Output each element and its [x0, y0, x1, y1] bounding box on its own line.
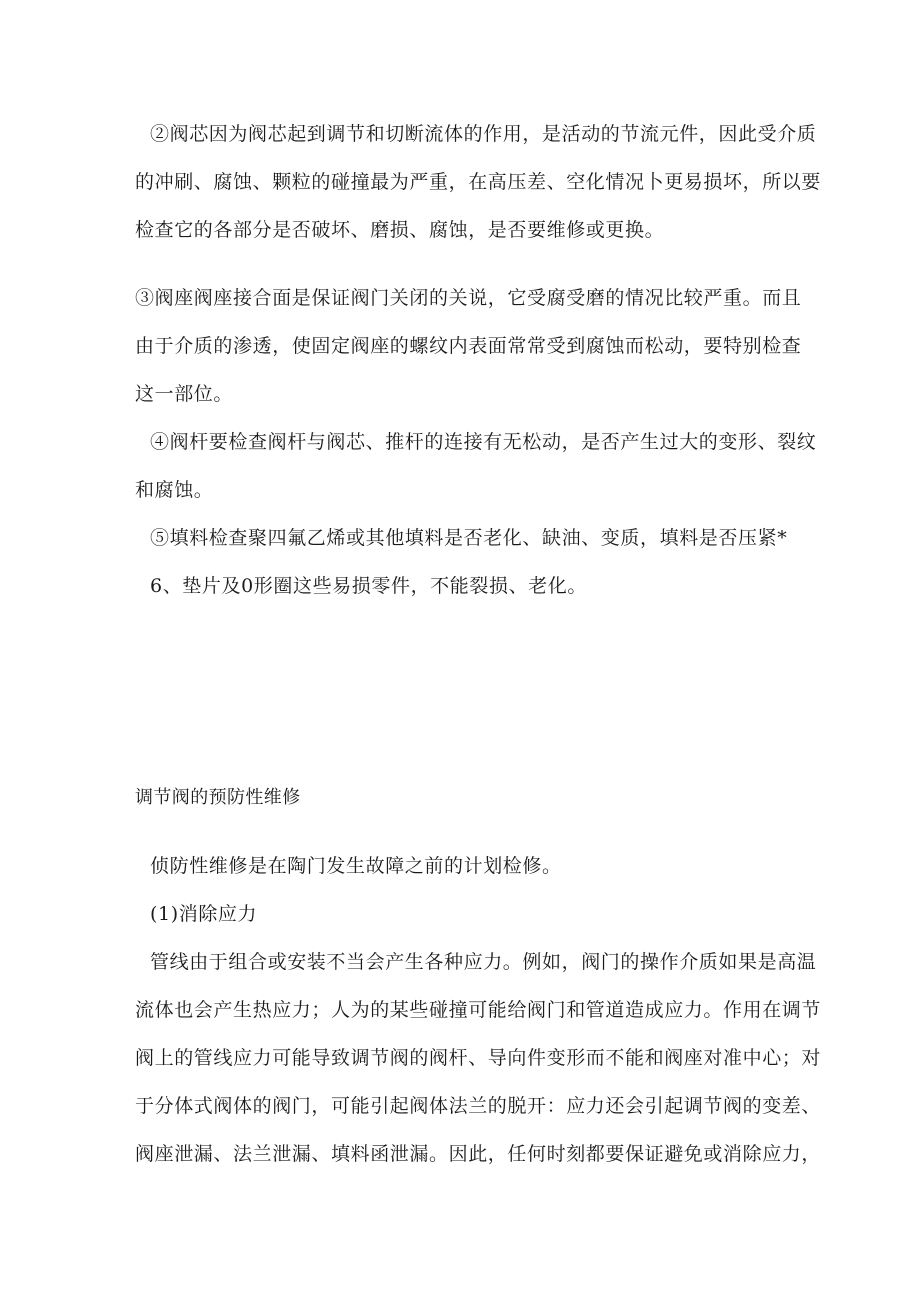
item-2-line-3: 检查它的各部分是否破坏、磨损、腐蚀，是否要维修或更换。 [135, 219, 665, 241]
section-heading: 调节阀的预防性维修 [135, 787, 301, 808]
intro-line: 侦防性维修是在陶门发生故障之前的计划检修。 [150, 855, 562, 877]
item-4-line-1: ④阀杆要检查阀杆与阀芯、推杆的连接有无松动，是否产生过大的变形、裂纹 [150, 431, 817, 453]
item-3-line-2: 由于介质的渗透，使固定阀座的螺纹内表面常常受到腐蚀而松动，要特别检查 [135, 335, 802, 357]
paragraph-line-5: 阀座泄漏、法兰泄漏、填料函泄漏。因此，任何时刻都要保证避免或消除应力， [135, 1143, 822, 1165]
item-2-line-1: ②阀芯因为阀芯起到调节和切断流体的作用，是活动的节流元件，因此受介质 [150, 123, 817, 145]
paragraph-line-1: 管线由于组合或安装不当会产生各种应力。例如，阀门的操作介质如果是高温 [150, 951, 817, 973]
paragraph-line-3: 阀上的管线应力可能导致调节阀的阀杆、导向件变形而不能和阀座对准中心；对 [135, 1047, 822, 1069]
paragraph-line-2: 流体也会产生热应力；人为的某些碰撞可能给阀门和管道造成应力。作用在调节 [135, 999, 822, 1021]
subheading: (1)消除应力 [150, 903, 258, 925]
item-4-line-2: 和腐蚀。 [135, 479, 214, 501]
item-6-line-1: 6、垫片及0形圈这些易损零件，不能裂损、老化。 [150, 575, 587, 597]
item-3-line-3: 这一部位。 [135, 383, 234, 405]
item-3-line-1: ③阀座阀座接合面是保证阀门关闭的关说，它受腐受磨的情况比较严重。而且 [135, 287, 802, 309]
paragraph-line-4: 于分体式阀体的阀门，可能引起阀体法兰的脱开：应力还会引起调节阀的变差、 [135, 1095, 822, 1117]
item-2-line-2: 的冲刷、腐蚀、颗粒的碰撞最为严重，在高压差、空化情况卜更易损坏，所以要 [135, 171, 822, 193]
item-5-line-1: ⑤填料检查聚四氟乙烯或其他填料是否老化、缺油、变质，填料是否压紧* [150, 527, 788, 549]
